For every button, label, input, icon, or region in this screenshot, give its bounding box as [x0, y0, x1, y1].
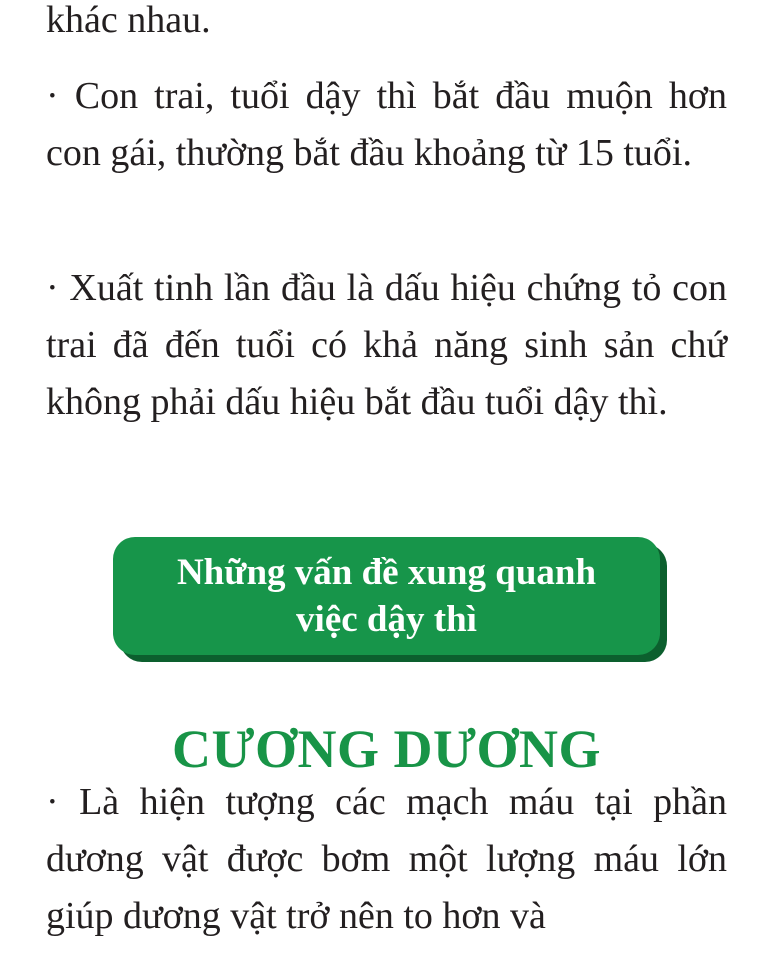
banner-title-line-1: Những vấn đề xung quanh [176, 552, 597, 593]
paragraph-first-ejaculation: · Xuất tinh lần đầu là dấu hiệu chứng tỏ con trai đã đến tuổi có khả năng sinh sản chứ không phải dấu hiệu bắt đầu tuổi dậy thì. [46, 267, 727, 423]
section-heading: CƯƠNG DƯƠNG [172, 719, 601, 779]
paragraph-erection-definition: · Là hiện tượng các mạch máu tại phần dương vật được bơm một lượng máu lớn giúp dương vật trở nên to hơn và [46, 781, 727, 937]
paragraph-continuation: khác nhau. [46, 0, 211, 41]
banner-title-line-2: việc dậy thì [296, 599, 477, 640]
banner-box [113, 537, 660, 655]
section-banner [113, 537, 667, 662]
paragraph-boys-puberty-age: · Con trai, tuổi dậy thì bắt đầu muộn hơn con gái, thường bắt đầu khoảng từ 15 tuổi. [46, 75, 727, 174]
